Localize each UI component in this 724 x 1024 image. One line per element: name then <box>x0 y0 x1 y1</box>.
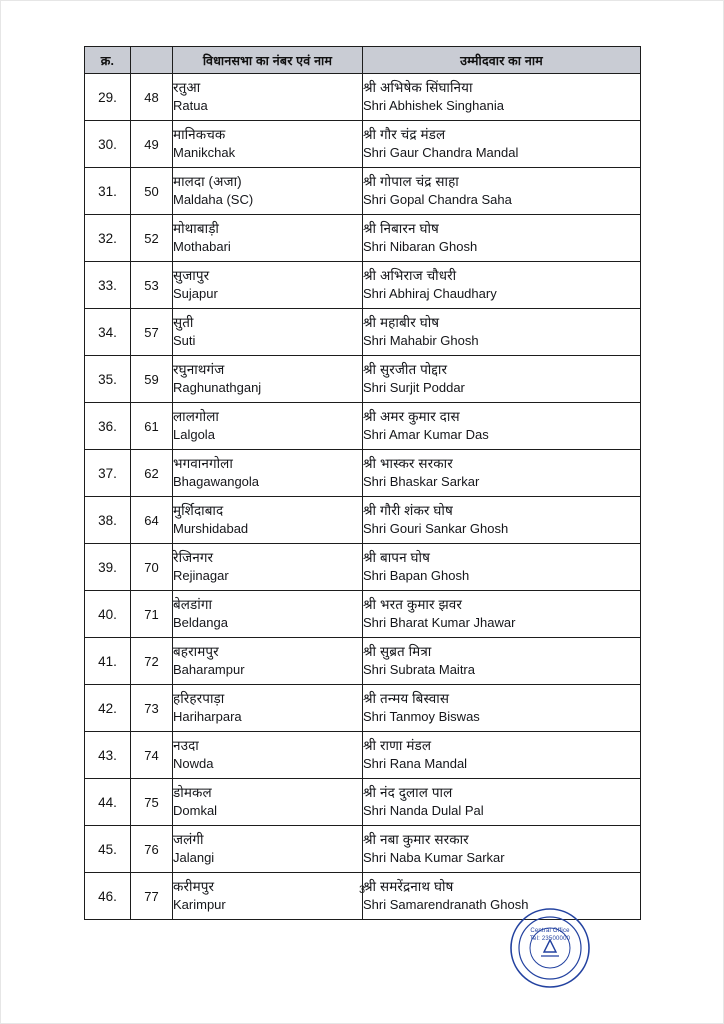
table-row <box>85 450 641 497</box>
constituency-name-english: Rejinagar <box>173 567 229 583</box>
constituency-name-hindi: रेजिनगर <box>173 550 214 566</box>
row-serial: 30. <box>85 121 131 168</box>
candidate-name-english: Shri Abhiraj Chaudhary <box>363 285 497 301</box>
row-candidate-name <box>363 74 641 121</box>
candidate-name-english: Shri Rana Mandal <box>363 755 468 771</box>
candidate-name-english: Shri Subrata Maitra <box>363 661 475 677</box>
row-candidate-name <box>363 309 641 356</box>
row-serial: 35. <box>85 356 131 403</box>
constituency-name-english: Domkal <box>173 802 218 818</box>
candidate-name-english: Shri Abhishek Singhania <box>363 97 504 113</box>
row-constituency-name <box>173 215 363 262</box>
row-serial: 41. <box>85 638 131 685</box>
constituency-name-hindi: हरिहरपाड़ा <box>173 691 225 707</box>
row-candidate-name <box>363 121 641 168</box>
seal-office-label: Central Office <box>530 928 570 934</box>
table-row <box>85 779 641 826</box>
row-candidate-name <box>363 403 641 450</box>
constituency-name-hindi: करीमपुर <box>173 879 215 895</box>
row-constituency-name <box>173 826 363 873</box>
candidate-name-hindi: श्री सुब्रत मित्रा <box>363 644 432 660</box>
row-candidate-name <box>363 450 641 497</box>
row-serial: 43. <box>85 732 131 779</box>
table-row <box>85 215 641 262</box>
candidate-name-hindi: श्री गोपाल चंद्र साहा <box>363 174 459 190</box>
table-body <box>85 74 641 920</box>
candidate-name-english: Shri Amar Kumar Das <box>363 426 489 442</box>
constituency-name-hindi: सुती <box>173 315 194 331</box>
table-row <box>85 685 641 732</box>
table-row <box>85 356 641 403</box>
candidate-name-hindi: श्री तन्मय बिस्वास <box>363 691 450 707</box>
row-candidate-name <box>363 685 641 732</box>
constituency-name-hindi: बहरामपुर <box>173 644 219 660</box>
row-candidate-name <box>363 544 641 591</box>
column-header-constituency: विधानसभा का नंबर एवं नाम <box>173 47 363 74</box>
constituency-name-english: Raghunathganj <box>173 379 262 395</box>
row-candidate-name <box>363 168 641 215</box>
table-row <box>85 497 641 544</box>
candidate-name-hindi: श्री भरत कुमार झवर <box>363 597 463 613</box>
candidate-name-hindi: श्री अमर कुमार दास <box>363 409 460 425</box>
row-candidate-name <box>363 873 641 920</box>
table-row <box>85 638 641 685</box>
constituency-name-english: Jalangi <box>173 849 215 865</box>
row-constituency-number: 57 <box>131 309 173 356</box>
row-constituency-number: 59 <box>131 356 173 403</box>
candidate-name-english: Shri Tanmoy Biswas <box>363 708 480 724</box>
row-constituency-name <box>173 262 363 309</box>
row-constituency-number: 76 <box>131 826 173 873</box>
row-constituency-number: 70 <box>131 544 173 591</box>
constituency-name-english: Murshidabad <box>173 520 249 536</box>
row-serial: 46. <box>85 873 131 920</box>
row-constituency-number: 77 <box>131 873 173 920</box>
constituency-name-hindi: रतुआ <box>173 80 201 96</box>
row-constituency-name <box>173 497 363 544</box>
table-row <box>85 74 641 121</box>
constituency-name-english: Lalgola <box>173 426 215 442</box>
constituency-name-hindi: भगवानगोला <box>173 456 233 472</box>
table-row <box>85 309 641 356</box>
column-header-blank <box>131 47 173 74</box>
row-constituency-name <box>173 544 363 591</box>
column-header-candidate: उम्मीदवार का नाम <box>363 47 641 74</box>
constituency-name-hindi: नउदा <box>173 738 199 754</box>
row-constituency-number: 52 <box>131 215 173 262</box>
candidate-name-english: Shri Bapan Ghosh <box>363 567 470 583</box>
candidate-name-english: Shri Gopal Chandra Saha <box>363 191 512 207</box>
row-constituency-number: 62 <box>131 450 173 497</box>
row-serial: 31. <box>85 168 131 215</box>
constituency-name-english: Mothabari <box>173 238 231 254</box>
constituency-name-english: Nowda <box>173 755 214 771</box>
row-serial: 45. <box>85 826 131 873</box>
row-constituency-name <box>173 591 363 638</box>
row-constituency-name <box>173 779 363 826</box>
row-constituency-name <box>173 450 363 497</box>
column-header-serial: क्र. <box>85 47 131 74</box>
row-serial: 37. <box>85 450 131 497</box>
row-constituency-name <box>173 309 363 356</box>
constituency-name-hindi: डोमकल <box>173 785 212 801</box>
row-serial: 33. <box>85 262 131 309</box>
row-serial: 40. <box>85 591 131 638</box>
constituency-name-hindi: जलंगी <box>173 832 204 848</box>
candidate-name-english: Shri Surjit Poddar <box>363 379 465 395</box>
table-row <box>85 544 641 591</box>
table-header <box>85 47 641 74</box>
row-constituency-number: 72 <box>131 638 173 685</box>
constituency-name-hindi: मालदा (अजा) <box>173 174 242 190</box>
table-row <box>85 591 641 638</box>
constituency-name-english: Ratua <box>173 97 208 113</box>
row-constituency-name <box>173 74 363 121</box>
table-header-row <box>85 47 641 74</box>
candidate-name-hindi: श्री अभिराज चौधरी <box>363 268 457 284</box>
row-constituency-number: 73 <box>131 685 173 732</box>
row-constituency-number: 61 <box>131 403 173 450</box>
row-candidate-name <box>363 356 641 403</box>
constituency-name-english: Suti <box>173 332 196 348</box>
row-constituency-name <box>173 356 363 403</box>
constituency-name-hindi: लालगोला <box>173 409 219 425</box>
candidate-name-hindi: श्री नंद दुलाल पाल <box>363 785 453 801</box>
row-constituency-number: 64 <box>131 497 173 544</box>
row-candidate-name <box>363 732 641 779</box>
row-candidate-name <box>363 591 641 638</box>
table-row <box>85 121 641 168</box>
table-row <box>85 732 641 779</box>
row-constituency-name <box>173 121 363 168</box>
candidate-name-english: Shri Nanda Dulal Pal <box>363 802 484 818</box>
row-serial: 34. <box>85 309 131 356</box>
constituency-name-english: Baharampur <box>173 661 245 677</box>
row-constituency-name <box>173 168 363 215</box>
row-constituency-number: 49 <box>131 121 173 168</box>
row-serial: 38. <box>85 497 131 544</box>
constituency-name-english: Manikchak <box>173 144 236 160</box>
row-constituency-name <box>173 685 363 732</box>
constituency-name-english: Sujapur <box>173 285 218 301</box>
candidate-name-hindi: श्री गौरी शंकर घोष <box>363 503 453 519</box>
row-serial: 29. <box>85 74 131 121</box>
row-serial: 39. <box>85 544 131 591</box>
row-candidate-name <box>363 497 641 544</box>
candidate-name-hindi: श्री बापन घोष <box>363 550 430 566</box>
row-serial: 32. <box>85 215 131 262</box>
row-constituency-name <box>173 732 363 779</box>
constituency-name-english: Bhagawangola <box>173 473 260 489</box>
constituency-name-hindi: मोथाबाड़ी <box>173 221 220 237</box>
candidate-name-hindi: श्री समरेंद्रनाथ घोष <box>363 879 454 895</box>
candidate-name-english: Shri Gaur Chandra Mandal <box>363 144 519 160</box>
party-seal-icon <box>508 906 592 990</box>
candidate-name-english: Shri Samarendranath Ghosh <box>363 896 529 912</box>
row-serial: 44. <box>85 779 131 826</box>
table-row <box>85 403 641 450</box>
candidate-name-english: Shri Gouri Sankar Ghosh <box>363 520 509 536</box>
row-constituency-number: 53 <box>131 262 173 309</box>
candidate-name-hindi: श्री नबा कुमार सरकार <box>363 832 469 848</box>
constituency-name-english: Beldanga <box>173 614 228 630</box>
page-number: 3 <box>358 884 366 896</box>
row-candidate-name <box>363 826 641 873</box>
candidate-name-hindi: श्री अभिषेक सिंघानिया <box>363 80 473 96</box>
constituency-name-english: Hariharpara <box>173 708 242 724</box>
row-constituency-name <box>173 638 363 685</box>
row-constituency-number: 74 <box>131 732 173 779</box>
constituency-name-hindi: बेलडांगा <box>173 597 213 613</box>
candidate-name-hindi: श्री राणा मंडल <box>363 738 432 754</box>
row-candidate-name <box>363 638 641 685</box>
table-row <box>85 262 641 309</box>
row-constituency-name <box>173 873 363 920</box>
candidate-name-english: Shri Nibaran Ghosh <box>363 238 478 254</box>
candidate-name-english: Shri Bharat Kumar Jhawar <box>363 614 516 630</box>
constituency-name-hindi: मानिकचक <box>173 127 226 143</box>
candidate-name-hindi: श्री भास्कर सरकार <box>363 456 453 472</box>
constituency-name-english: Karimpur <box>173 896 226 912</box>
row-constituency-number: 48 <box>131 74 173 121</box>
seal-text <box>508 928 592 943</box>
row-constituency-number: 71 <box>131 591 173 638</box>
constituency-name-hindi: रघुनाथगंज <box>173 362 225 378</box>
constituency-name-hindi: मुर्शिदाबाद <box>173 503 224 519</box>
seal-tel-label: Tel: 23500000 <box>529 935 571 942</box>
row-constituency-number: 75 <box>131 779 173 826</box>
candidate-name-hindi: श्री गौर चंद्र मंडल <box>363 127 446 143</box>
row-serial: 42. <box>85 685 131 732</box>
row-candidate-name <box>363 262 641 309</box>
table-row <box>85 826 641 873</box>
row-serial: 36. <box>85 403 131 450</box>
candidates-table <box>84 46 641 920</box>
candidate-name-hindi: श्री महाबीर घोष <box>363 315 440 331</box>
candidate-name-english: Shri Bhaskar Sarkar <box>363 473 480 489</box>
row-candidate-name <box>363 215 641 262</box>
table-row <box>85 168 641 215</box>
constituency-name-english: Maldaha (SC) <box>173 191 254 207</box>
candidate-name-hindi: श्री सुरजीत पोद्दार <box>363 362 448 378</box>
candidate-name-english: Shri Mahabir Ghosh <box>363 332 479 348</box>
candidate-name-hindi: श्री निबारन घोष <box>363 221 439 237</box>
constituency-name-hindi: सुजापुर <box>173 268 210 284</box>
row-constituency-number: 50 <box>131 168 173 215</box>
row-constituency-name <box>173 403 363 450</box>
row-candidate-name <box>363 779 641 826</box>
candidate-name-english: Shri Naba Kumar Sarkar <box>363 849 505 865</box>
